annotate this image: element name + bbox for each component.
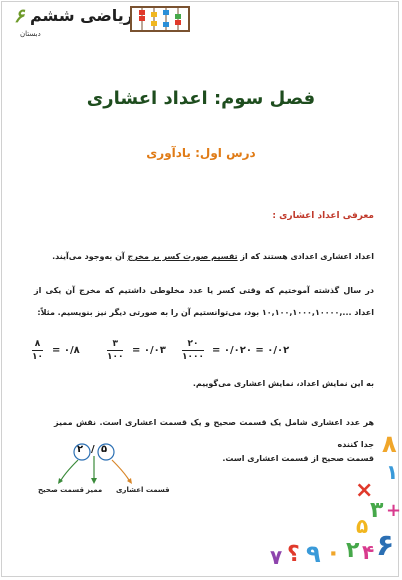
logo	[6, 4, 136, 42]
deco-digit: ۲	[346, 538, 360, 563]
denominator: ۱۰۰	[107, 352, 124, 362]
chapter-title: فصل سوم: اعداد اعشاری	[86, 88, 316, 109]
highlight-text: تقسیم صورت کسر بر مخرج	[127, 252, 238, 261]
deco-digit: ۱	[386, 460, 399, 484]
digit-decimal: ۵	[101, 444, 108, 455]
deco-digit: ×	[355, 478, 374, 503]
deco-digit: +	[386, 500, 402, 521]
deco-digit: ۶	[376, 528, 395, 563]
example-result: = ۰/۸	[52, 345, 80, 356]
deco-digit: ۸	[382, 430, 397, 458]
logo-title: ریاضی ششم	[30, 6, 134, 25]
denominator: ۱۰۰۰	[182, 352, 204, 362]
decimal-parts-diagram	[30, 440, 180, 500]
deco-digit: ؟	[287, 542, 300, 567]
logo-number: ۶	[14, 5, 25, 27]
fraction	[107, 338, 123, 363]
paragraph-parts-end: قسمت صحیح از قسمت اعشاری است.	[222, 454, 374, 463]
example-result: = ۰/۰۳	[132, 345, 166, 356]
fraction-examples	[30, 338, 370, 370]
numerator: ۸	[32, 338, 43, 351]
label-integer-part: قسمت صحیح	[38, 486, 84, 494]
label-decimal-point: ممیز	[86, 486, 103, 494]
paragraph-parts: هر عدد اعشاری شامل یک قسمت صحیح و یک قسمت اعشاری است. نقش ممیز جدا کننده	[54, 418, 374, 449]
deco-digit: ۰	[326, 538, 341, 566]
logo-subtitle: دبستان	[20, 30, 41, 38]
section-heading: معرفی اعداد اعشاری :	[272, 211, 374, 221]
deco-digit: ۵	[356, 514, 369, 538]
paragraph-representation: به این نمایش اعداد، نمایش اعشاری می‌گوییم.	[192, 379, 374, 388]
lesson-title: درس اول: یادآوری	[146, 146, 256, 160]
abacus-icon	[130, 6, 190, 32]
paragraph-definition: اعداد اعشاری اعدادی هستند که از تقسیم صورت کسر بر مخرج آن به‌وجود می‌آیند.	[52, 252, 374, 261]
deco-digit: ۷	[270, 545, 283, 569]
denominator: ۱۰	[32, 352, 43, 362]
digit-integer: ۲	[77, 444, 84, 455]
numerator: ۲۰	[182, 338, 204, 351]
label-decimal-part: قسمت اعشاری	[116, 486, 170, 494]
deco-digit: ۴	[362, 540, 375, 564]
fraction	[182, 338, 204, 363]
deco-digit: ۹	[306, 540, 321, 568]
fraction	[32, 338, 43, 363]
decimal-separator: /	[91, 444, 95, 455]
numerator: ۳	[107, 338, 123, 351]
deco-digit: ۳	[370, 498, 384, 523]
paragraph-intro: در سال گذشته آموختیم که وقتی کسر یا عدد مخلوطی داشتیم که مخرج آن یکی از اعداد ...,۱۰,۱۰۰,۱۰۰۰,۱۰۰۰۰ بود، می‌توانستیم آن را به صورتی دیگر نیز بنویسیم. مثلاً:	[34, 286, 374, 317]
example-result: = ۰/۰۲۰ = ۰/۰۲	[212, 345, 290, 356]
